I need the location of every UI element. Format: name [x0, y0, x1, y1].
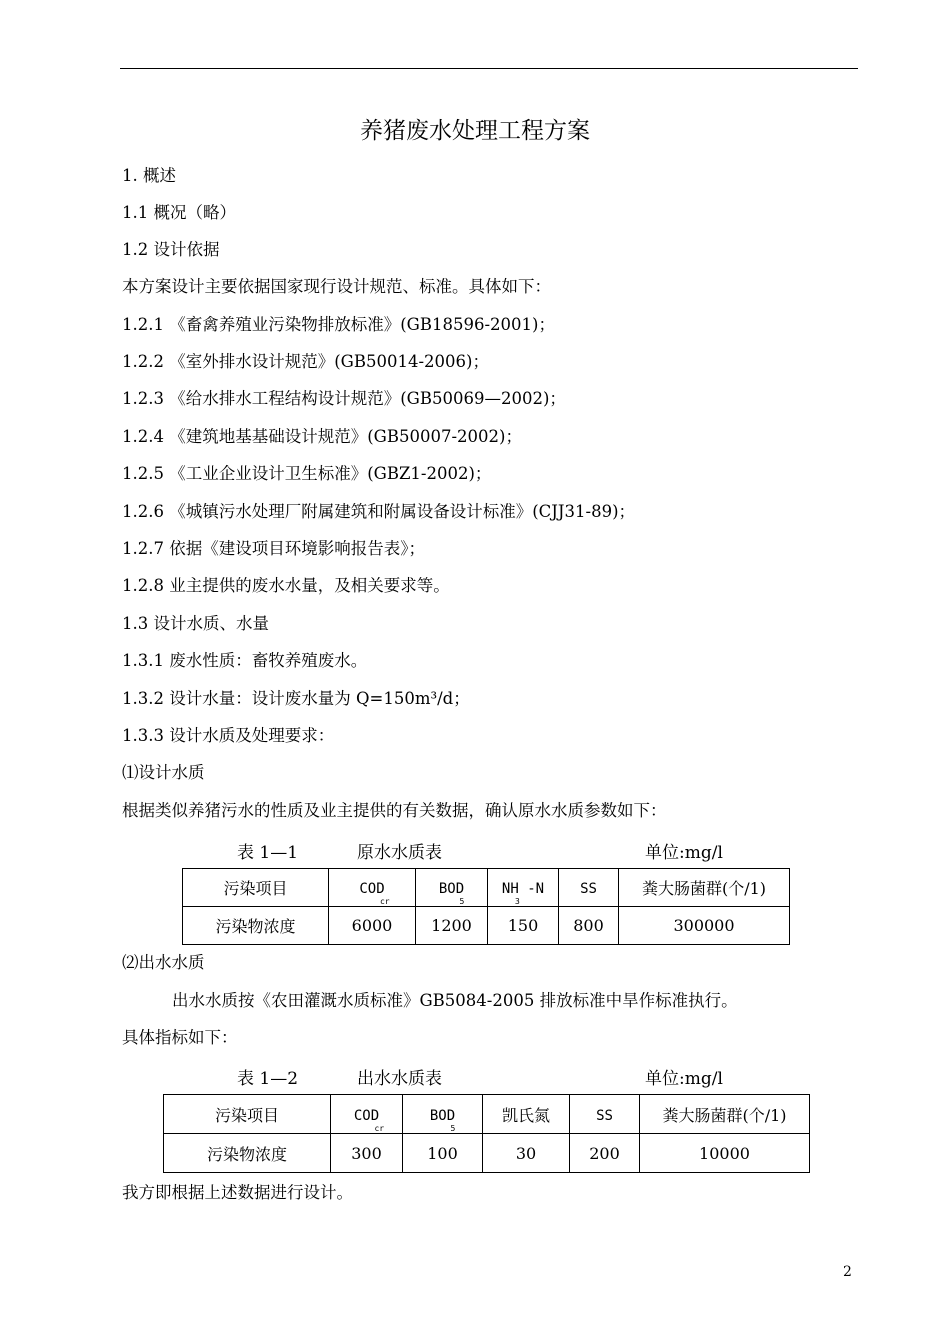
row-label-cell: 污染物浓度 — [183, 907, 329, 945]
header-label-cell: 污染项目 — [183, 869, 329, 907]
value-cell: 30 — [483, 1134, 570, 1173]
design-basis-intro: 本方案设计主要依据国家现行设计规范、标准。具体如下： — [122, 277, 551, 296]
param-cod-cell — [329, 869, 416, 907]
standard-1-2-3: 1.2.3 《给水排水工程结构设计规范》(GB50069—2002)； — [122, 389, 566, 408]
header-label-cell: 污染项目 — [164, 1095, 331, 1134]
effluent-standard-para: 出水水质按《农田灌溉水质标准》GB5084-2005 排放标准中旱作标准执行。 — [172, 991, 738, 1010]
row-label-cell: 污染物浓度 — [164, 1134, 331, 1173]
param-name: BOD — [429, 1107, 456, 1124]
standard-1-2-5: 1.2.5 《工业企业设计卫生标准》(GBZ1-2002)； — [122, 464, 492, 483]
param-subscript: cr — [374, 1123, 385, 1133]
param-ss-cell — [570, 1095, 640, 1134]
page-title: 养猪废水处理工程方案 — [360, 118, 590, 144]
standard-1-2-4: 1.2.4 《建筑地基基础设计规范》(GB50007-2002)； — [122, 427, 522, 446]
value-cell: 6000 — [329, 907, 416, 945]
section-1-1-heading: 1.1 概况（略） — [122, 203, 236, 222]
table1-caption-number: 表 1—1 — [237, 843, 299, 863]
standard-1-2-1: 1.2.1 《畜禽养殖业污染物排放标准》(GB18596-2001)； — [122, 315, 555, 334]
param-ss-cell — [559, 869, 619, 907]
param-coliform-cell: 粪大肠菌群(个/1) — [619, 869, 790, 907]
param-name: BOD — [438, 881, 465, 897]
table1-unit: 单位:mg/l — [645, 843, 723, 863]
table2-caption-number: 表 1—2 — [237, 1069, 299, 1089]
design-quality-heading: 1.3.3 设计水质及处理要求： — [122, 726, 335, 745]
effluent-indicators-intro: 具体指标如下： — [122, 1028, 238, 1047]
effluent-quality-table — [163, 1094, 810, 1173]
section-1-heading: 1. 概述 — [122, 166, 176, 185]
param-nh3n-cell — [488, 869, 559, 907]
param-subscript: cr — [379, 897, 390, 906]
table-header-row — [183, 869, 790, 907]
standard-1-2-7: 1.2.7 依据《建设项目环境影响报告表》； — [122, 539, 425, 558]
influent-quality-table — [182, 868, 790, 945]
header-rule — [120, 68, 858, 69]
wastewater-type: 1.3.1 废水性质：畜牧养殖废水。 — [122, 651, 368, 670]
standard-1-2-6: 1.2.6 《城镇污水处理厂附属建筑和附属设备设计标准》(CJJ31-89)； — [122, 502, 636, 521]
table-header-row — [164, 1095, 810, 1134]
param-name: COD — [353, 1107, 380, 1124]
effluent-heading: ⑵出水水质 — [122, 953, 205, 972]
param-subscript: 5 — [450, 1123, 456, 1133]
param-cod-cell — [331, 1095, 403, 1134]
value-cell: 1200 — [416, 907, 488, 945]
param-subscript: 3 — [515, 897, 520, 906]
table1-caption-title: 原水水质表 — [357, 843, 442, 863]
value-cell: 10000 — [640, 1134, 810, 1173]
section-1-3-heading: 1.3 设计水质、水量 — [122, 614, 269, 633]
section-1-2-heading: 1.2 设计依据 — [122, 240, 220, 259]
param-coliform-cell: 粪大肠菌群(个/1) — [640, 1095, 810, 1134]
standard-1-2-2: 1.2.2 《室外排水设计规范》(GB50014-2006)； — [122, 352, 489, 371]
param-name: COD — [359, 881, 385, 897]
param-bod-cell — [416, 869, 488, 907]
table2-caption-title: 出水水质表 — [357, 1069, 442, 1089]
design-flow: 1.3.2 设计水量：设计废水量为 Q=150m³/d； — [122, 689, 470, 708]
param-kjeldahl-cell: 凯氏氮 — [483, 1095, 570, 1134]
page-number: 2 — [843, 1264, 852, 1280]
influent-intro: 根据类似养猪污水的性质及业主提供的有关数据，确认原水水质参数如下： — [122, 801, 667, 820]
standard-1-2-8: 1.2.8 业主提供的废水水量，及相关要求等。 — [122, 576, 450, 595]
param-subscript: 5 — [459, 897, 465, 906]
param-name: NH -N — [501, 881, 545, 897]
table2-unit: 单位:mg/l — [645, 1069, 723, 1089]
param-name: SS — [596, 1107, 613, 1124]
value-cell: 300000 — [619, 907, 790, 945]
param-bod-cell — [403, 1095, 483, 1134]
closing-statement: 我方即根据上述数据进行设计。 — [122, 1183, 353, 1202]
table-row — [164, 1134, 810, 1173]
value-cell: 100 — [403, 1134, 483, 1173]
influent-heading: ⑴设计水质 — [122, 763, 205, 782]
value-cell: 200 — [570, 1134, 640, 1173]
value-cell: 300 — [331, 1134, 403, 1173]
param-name: SS — [580, 881, 597, 897]
table-row — [183, 907, 790, 945]
value-cell: 800 — [559, 907, 619, 945]
value-cell: 150 — [488, 907, 559, 945]
